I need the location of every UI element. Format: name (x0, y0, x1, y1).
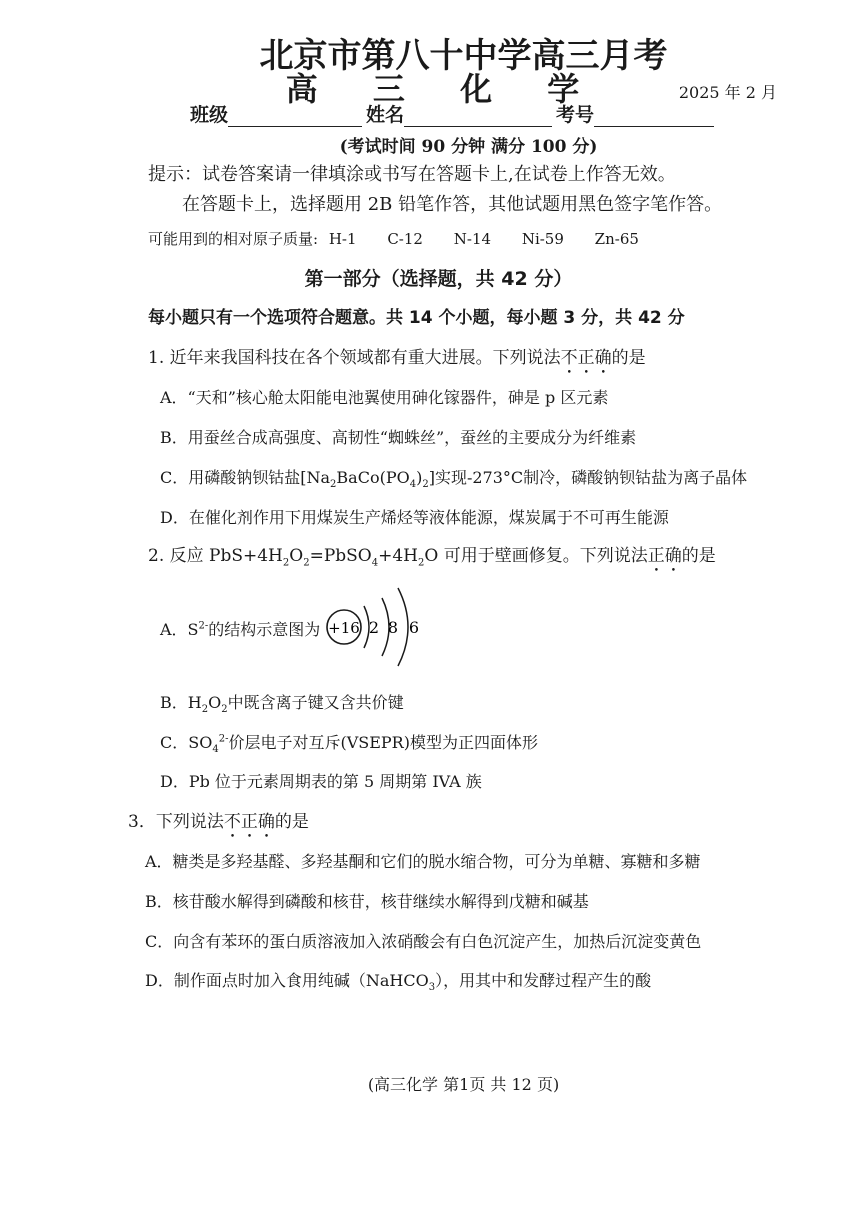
school-title: 北京市第八十中学高三月考 (259, 36, 668, 76)
q2-part: =PbSO (309, 546, 372, 566)
q1-c-sub: 4 (409, 479, 417, 491)
sulfide-ion-structure-diagram (322, 578, 432, 670)
shell-electrons-1: 2 (368, 618, 380, 637)
atomic-mass-n: N-14 (453, 230, 492, 248)
nucleus-charge: +16 (328, 619, 360, 637)
q3-stem-text: 3．下列说法 (128, 812, 224, 832)
name-label: 姓名 (366, 104, 405, 126)
atomic-masses-label: 可能用到的相对原子质量: (148, 230, 319, 248)
exam-no-label: 考号 (556, 104, 595, 126)
page-footer: (高三化学 第1页 共 12 页) (367, 1075, 560, 1094)
q2-b-part: B．H (160, 693, 202, 712)
q2-part: +4H (378, 546, 418, 566)
q3-option-c: C．向含有苯环的蛋白质溶液加入浓硝酸会有白色沉淀产生，加热后沉淀变黄色 (145, 932, 702, 951)
exam-no-field[interactable] (594, 106, 714, 127)
atomic-mass-c: C-12 (387, 230, 423, 248)
student-info-row (190, 100, 718, 127)
class-label: 班级 (190, 104, 229, 126)
q3-emphasis: 不正确 (223, 812, 275, 832)
q1-option-a: A．“天和”核心舱太阳能电池翼使用砷化镓器件，砷是 p 区元素 (160, 388, 609, 407)
q3-stem (128, 807, 309, 842)
atomic-masses (148, 228, 665, 249)
q2-emphasis: 正确 (647, 546, 682, 566)
atomic-mass-ni: Ni-59 (521, 230, 564, 248)
q2-b-sub: 2 (201, 704, 209, 716)
q1-c-part: C．用磷酸钠钡钴盐[Na (160, 468, 331, 487)
q2-c-part: 价层电子对互斥(VSEPR)模型为正四面体形 (228, 733, 538, 752)
q2-sub: 2 (418, 557, 425, 569)
q1-stem (148, 343, 646, 378)
q3-stem-end: 的是 (274, 812, 309, 832)
q2-part: O (289, 546, 304, 566)
q2-c-sup: 2- (218, 733, 229, 745)
q2-b-sub: 2 (221, 704, 228, 716)
shell-electrons-2: 8 (387, 618, 399, 637)
q3-option-b: B．核苷酸水解得到磷酸和核苷，核苷继续水解得到戊糖和碱基 (145, 892, 589, 911)
q1-stem-end: 的是 (611, 348, 646, 368)
q2-b-part: 中既含离子键又含共价键 (227, 693, 404, 712)
hint-line-2: 在答题卡上，选择题用 2B 铅笔作答，其他试题用黑色签字笔作答。 (182, 194, 723, 215)
exam-duration: (考试时间 90 分钟 满分 100 分) (339, 137, 598, 157)
q1-c-sub: 2 (422, 479, 429, 491)
q1-c-part: ) (416, 468, 423, 487)
q2-part: 的是 (681, 546, 716, 566)
section-title: 第一部分（选择题，共 42 分） (304, 268, 573, 290)
q2-option-b (160, 690, 404, 715)
q2-a-part: A．S (160, 620, 199, 639)
q2-c-sub: 4 (212, 744, 219, 756)
class-field[interactable] (228, 106, 362, 127)
q2-c-part: C．SO (160, 733, 213, 752)
q2-option-c (160, 730, 538, 755)
q2-sub: 2 (303, 557, 310, 569)
shell-electrons-3: 6 (408, 618, 420, 637)
q2-sub: 4 (371, 557, 379, 569)
q2-a-sup: 2- (198, 620, 209, 632)
q2-a-part: 的结构示意图为 (208, 620, 321, 639)
hint-line-1: 提示：试卷答案请一律填涂或书写在答题卡上,在试卷上作答无效。 (148, 164, 676, 185)
q2-b-part: O (208, 693, 222, 712)
q2-part: 2. 反应 PbS+4H (148, 546, 283, 566)
shell-arc-3 (398, 588, 408, 666)
q1-c-part: BaCo(PO (336, 468, 410, 487)
q1-option-b: B．用蚕丝合成高强度、高韧性“蜘蛛丝”，蚕丝的主要成分为纤维素 (160, 428, 637, 447)
q3-d-part: ），用其中和发酵过程产生的酸 (435, 971, 652, 990)
q1-emphasis: 不正确 (560, 348, 612, 368)
q2-stem (148, 541, 716, 576)
atomic-mass-zn: Zn-65 (594, 230, 639, 248)
q1-option-d: D．在催化剂作用下用煤炭生产烯烃等液体能源，煤炭属于不可再生能源 (160, 508, 669, 527)
q3-d-part: D．制作面点时加入食用纯碱（NaHCO (145, 971, 429, 990)
name-field[interactable] (404, 106, 552, 127)
q2-sub: 2 (282, 557, 290, 569)
section-instruction: 每小题只有一个选项符合题意。共 14 个小题，每小题 3 分，共 42 分 (148, 308, 685, 328)
q2-part: O 可用于壁画修复。下列说法 (424, 546, 648, 566)
q3-option-a: A．糖类是多羟基醛、多羟基酮和它们的脱水缩合物，可分为单糖、寡糖和多糖 (145, 852, 701, 871)
q3-option-d (145, 968, 651, 993)
exam-date: 2025 年 2 月 (678, 83, 777, 102)
q3-d-sub: 3 (428, 982, 436, 994)
q1-c-part: ]实现-273°C制冷，磷酸钠钡钴盐为离子晶体 (428, 468, 748, 487)
q1-c-sub: 2 (330, 479, 337, 491)
q1-option-c (160, 465, 747, 490)
subject-title: 高 三 化 学 (285, 70, 602, 108)
q2-option-a (160, 617, 320, 640)
q1-stem-text: 1. 近年来我国科技在各个领域都有重大进展。下列说法 (148, 348, 561, 368)
q2-option-d: D．Pb 位于元素周期表的第 5 周期第 IVA 族 (160, 772, 482, 791)
atomic-mass-h: H-1 (328, 230, 357, 248)
